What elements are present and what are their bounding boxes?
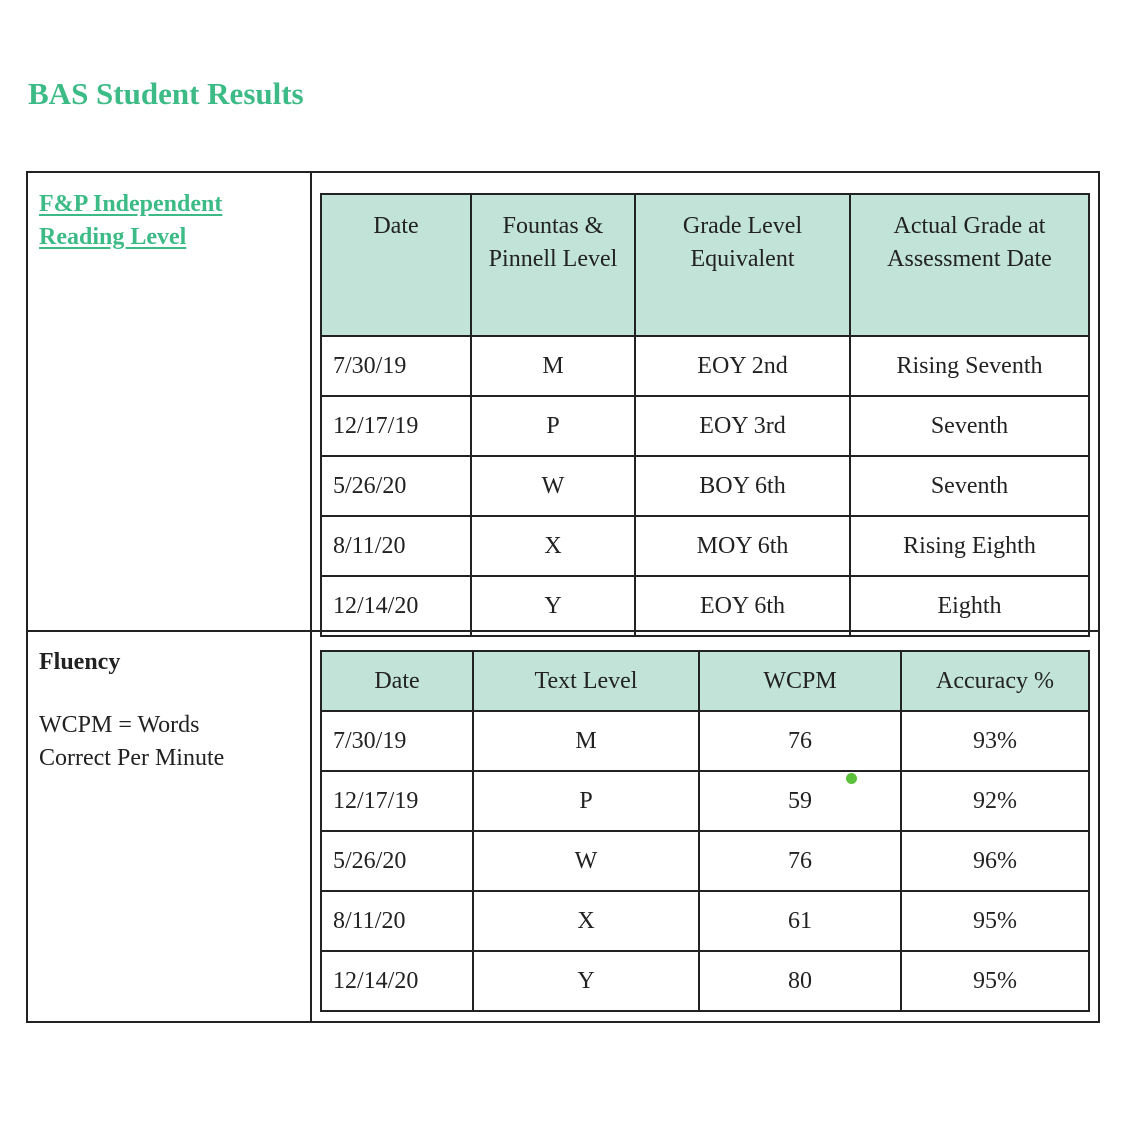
column-divider — [310, 173, 312, 1021]
table-row — [321, 396, 1089, 456]
table-cell: W — [471, 456, 635, 516]
table-cell: 59 — [699, 771, 901, 831]
table-row — [321, 951, 1089, 1011]
table-cell: 96% — [901, 831, 1089, 891]
table-row — [321, 831, 1089, 891]
table-cell: 61 — [699, 891, 901, 951]
col-header-actual-grade: Actual Grade at Assessment Date — [850, 194, 1089, 336]
table-row — [321, 336, 1089, 396]
table-cell: X — [471, 516, 635, 576]
fp-reading-level-link[interactable]: F&P Independent Reading Level — [39, 191, 223, 250]
page-title: BAS Student Results — [28, 76, 304, 111]
table-cell: 12/17/19 — [321, 771, 473, 831]
table-cell: 80 — [699, 951, 901, 1011]
col-header-wcpm: WCPM — [699, 651, 901, 711]
table-row — [321, 516, 1089, 576]
table-cell: MOY 6th — [635, 516, 850, 576]
col-header-text-level: Text Level — [473, 651, 699, 711]
table-row — [321, 456, 1089, 516]
table-cell: 12/14/20 — [321, 576, 471, 636]
table-cell: Seventh — [850, 396, 1089, 456]
table-cell: 5/26/20 — [321, 831, 473, 891]
table-cell: 8/11/20 — [321, 891, 473, 951]
fluency-label: Fluency — [39, 649, 121, 675]
table-cell: 5/26/20 — [321, 456, 471, 516]
table-row — [321, 576, 1089, 636]
table-row — [321, 771, 1089, 831]
table-cell: 93% — [901, 711, 1089, 771]
col-header-fp-level: Fountas & Pinnell Level — [471, 194, 635, 336]
table-cell: 12/14/20 — [321, 951, 473, 1011]
table-cell: M — [471, 336, 635, 396]
table-cell: 12/17/19 — [321, 396, 471, 456]
table-cell: P — [473, 771, 699, 831]
table-cell: BOY 6th — [635, 456, 850, 516]
table-cell: Y — [471, 576, 635, 636]
table-cell: EOY 3rd — [635, 396, 850, 456]
table-cell: 7/30/19 — [321, 336, 471, 396]
table-cell: Seventh — [850, 456, 1089, 516]
table-cell: 95% — [901, 951, 1089, 1011]
results-layout-table — [26, 171, 1100, 1023]
table-cell: Rising Seventh — [850, 336, 1089, 396]
table-cell: EOY 2nd — [635, 336, 850, 396]
table-cell: 95% — [901, 891, 1089, 951]
col-header-accuracy: Accuracy % — [901, 651, 1089, 711]
marker-dot — [846, 773, 857, 784]
wcpm-definition: WCPM = Words Correct Per Minute — [39, 712, 225, 771]
col-header-grade-equivalent: Grade Level Equivalent — [635, 194, 850, 336]
table-header-row — [321, 194, 1089, 336]
table-cell: 76 — [699, 831, 901, 891]
table-cell: X — [473, 891, 699, 951]
table-row — [321, 711, 1089, 771]
table-cell: 7/30/19 — [321, 711, 473, 771]
table-cell: Eighth — [850, 576, 1089, 636]
fluency-results-table — [320, 650, 1090, 1012]
fp-results-table — [320, 193, 1090, 637]
col-header-date: Date — [321, 651, 473, 711]
table-header-row — [321, 651, 1089, 711]
table-cell: W — [473, 831, 699, 891]
table-cell: Rising Eighth — [850, 516, 1089, 576]
table-row — [321, 891, 1089, 951]
col-header-date: Date — [321, 194, 471, 336]
table-cell: Y — [473, 951, 699, 1011]
table-cell: 92% — [901, 771, 1089, 831]
table-cell: 8/11/20 — [321, 516, 471, 576]
table-cell: 76 — [699, 711, 901, 771]
table-cell: EOY 6th — [635, 576, 850, 636]
table-cell: P — [471, 396, 635, 456]
table-cell: M — [473, 711, 699, 771]
